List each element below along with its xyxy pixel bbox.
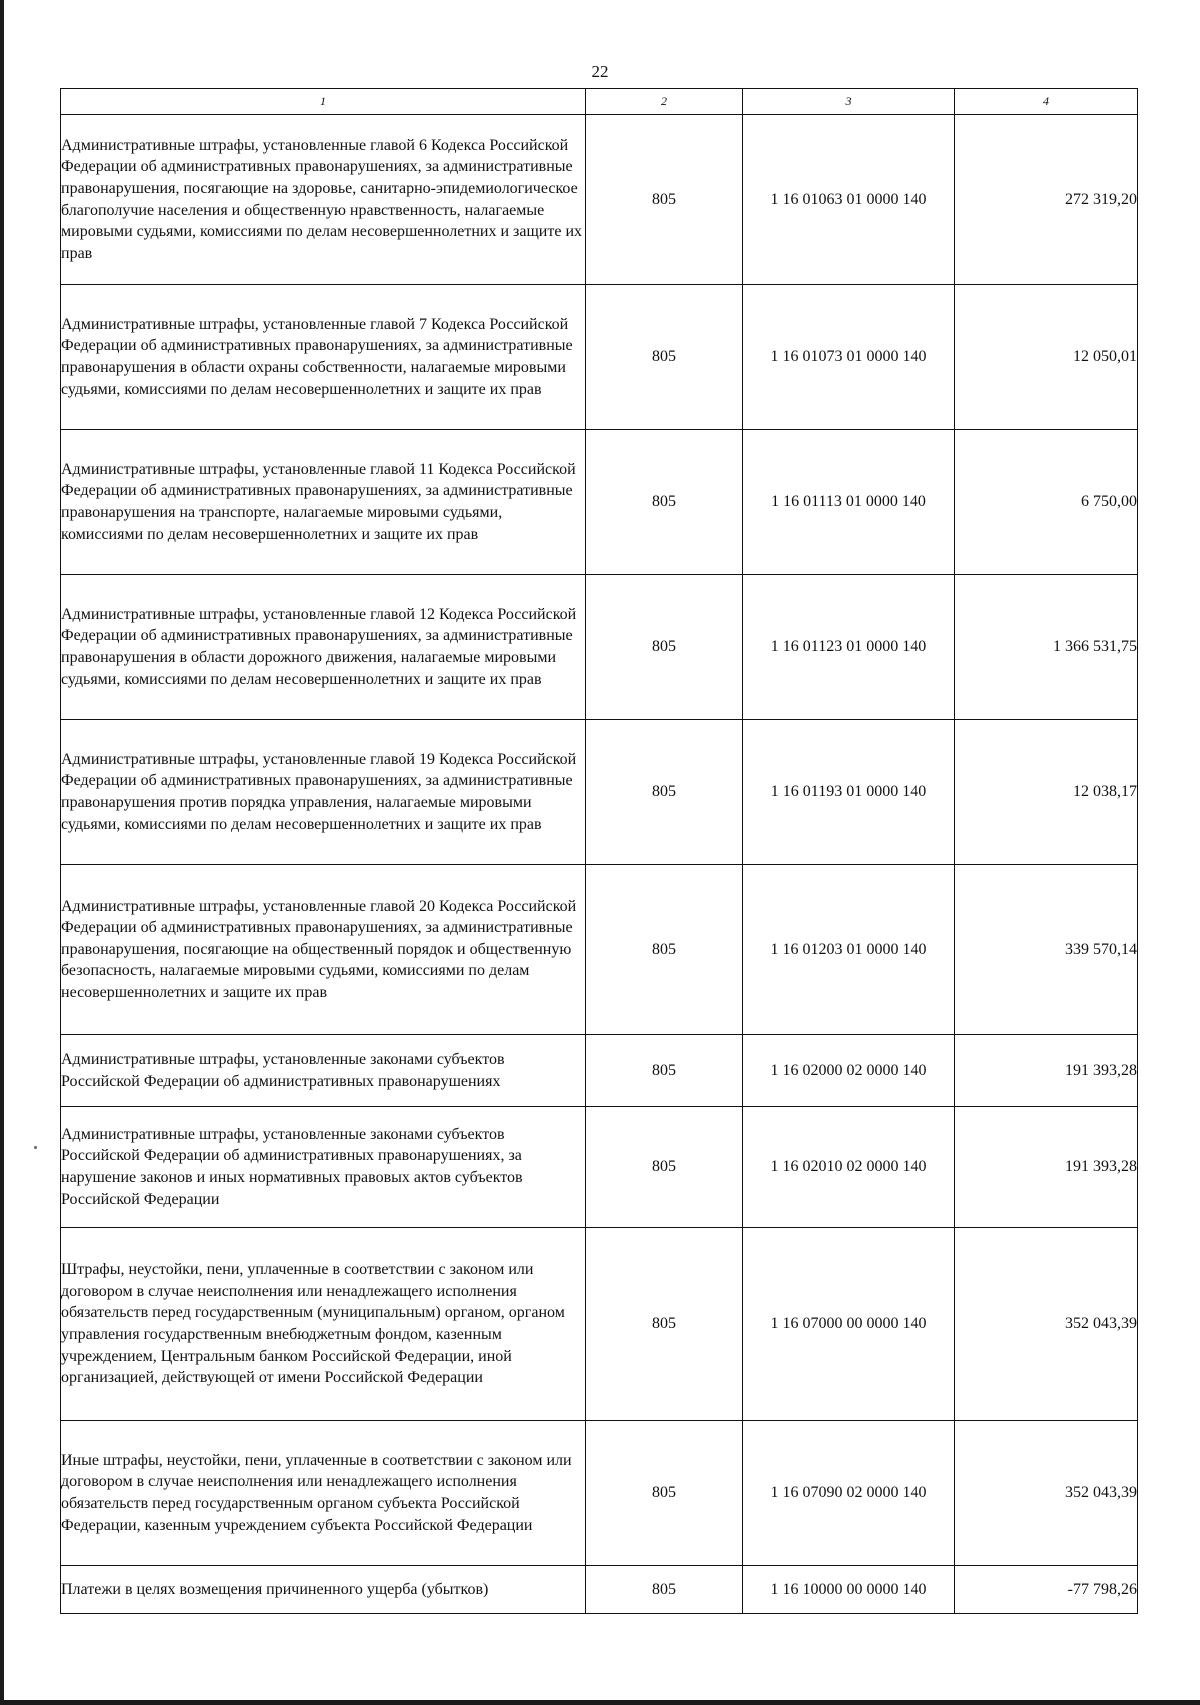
row-amount: 191 393,28: [955, 1107, 1138, 1228]
row-admin-code: 805: [586, 1566, 743, 1614]
table-row: [61, 430, 1138, 575]
row-amount: 272 319,20: [955, 115, 1138, 285]
row-amount: 12 050,01: [955, 285, 1138, 430]
row-budget-code: 1 16 01203 01 0000 140: [743, 865, 955, 1035]
row-budget-code: 1 16 01073 01 0000 140: [743, 285, 955, 430]
row-budget-code: 1 16 01193 01 0000 140: [743, 720, 955, 865]
row-description: Административные штрафы, установленные законами субъектов Российской Федерации об административных правонарушениях, за нарушение законов и иных нормативных правовых актов субъектов Российской Федерации: [61, 1107, 586, 1228]
row-description: Административные штрафы, установленные главой 12 Кодекса Российской Федерации об административных правонарушениях, за административные правонарушения в области дорожного движения, налагаемые мировыми судьями, комиссиями по делам несовершеннолетних и защите их прав: [61, 575, 586, 720]
row-description: Административные штрафы, установленные главой 11 Кодекса Российской Федерации об административных правонарушениях, за административные правонарушения на транспорте, налагаемые мировыми судьями, комиссиями по делам несовершеннолетних и защите их прав: [61, 430, 586, 575]
row-description: Иные штрафы, неустойки, пени, уплаченные в соответствии с законом или договором в случае неисполнения или ненадлежащего исполнения обязательств перед государственным органом субъекта Российской Федерации, казенным учреждением субъекта Российской Федерации: [61, 1421, 586, 1566]
row-amount: 191 393,28: [955, 1035, 1138, 1107]
table-row: [61, 1228, 1138, 1421]
table-row: [61, 115, 1138, 285]
table-row: [61, 1107, 1138, 1228]
column-header-2: 2: [586, 89, 743, 115]
row-budget-code: 1 16 02010 02 0000 140: [743, 1107, 955, 1228]
table-row: [61, 720, 1138, 865]
row-description: Административные штрафы, установленные главой 7 Кодекса Российской Федерации об административных правонарушениях, за административные правонарушения в области охраны собственности, налагаемые мировыми судьями, комиссиями по делам несовершеннолетних и защите их прав: [61, 285, 586, 430]
page-number: 22: [591, 62, 609, 81]
row-admin-code: 805: [586, 720, 743, 865]
row-admin-code: 805: [586, 1228, 743, 1421]
row-description: Административные штрафы, установленные главой 20 Кодекса Российской Федерации об административных правонарушениях, за административные правонарушения, посягающие на общественный порядок и общественную безопасность, налагаемые мировыми судьями, комиссиями по делам несовершеннолетних и защите их прав: [61, 865, 586, 1035]
row-admin-code: 805: [586, 1035, 743, 1107]
row-budget-code: 1 16 07000 00 0000 140: [743, 1228, 955, 1421]
row-budget-code: 1 16 01063 01 0000 140: [743, 115, 955, 285]
row-amount: 6 750,00: [955, 430, 1138, 575]
row-description: Штрафы, неустойки, пени, уплаченные в соответствии с законом или договором в случае неисполнения или ненадлежащего исполнения обязательств перед государственным (муниципальным) органом, органом управления государственным внебюджетным фондом, казенным учреждением, Центральным банком Российской Федерации, иной организацией, действующей от имени Российской Федерации: [61, 1228, 586, 1421]
column-header-3: 3: [743, 89, 955, 115]
row-budget-code: 1 16 01113 01 0000 140: [743, 430, 955, 575]
table-row: [61, 285, 1138, 430]
table-row: [61, 1566, 1138, 1614]
row-description: Платежи в целях возмещения причиненного ущерба (убытков): [61, 1566, 586, 1614]
scan-border-bottom: [0, 1700, 1200, 1705]
row-description: Административные штрафы, установленные законами субъектов Российской Федерации об административных правонарушениях: [61, 1035, 586, 1107]
row-amount: 352 043,39: [955, 1421, 1138, 1566]
column-header-1: 1: [61, 89, 586, 115]
row-admin-code: 805: [586, 285, 743, 430]
row-amount: 339 570,14: [955, 865, 1138, 1035]
row-admin-code: 805: [586, 575, 743, 720]
row-admin-code: 805: [586, 430, 743, 575]
row-admin-code: 805: [586, 1107, 743, 1228]
table-header-row: [61, 89, 1138, 115]
row-budget-code: 1 16 01123 01 0000 140: [743, 575, 955, 720]
row-admin-code: 805: [586, 115, 743, 285]
row-amount: 1 366 531,75: [955, 575, 1138, 720]
table-row: [61, 575, 1138, 720]
row-description: Административные штрафы, установленные главой 6 Кодекса Российской Федерации об административных правонарушениях, за административные правонарушения, посягающие на здоровье, санитарно-эпидемиологическое благополучие населения и общественную нравственность, налагаемые мировыми судьями, комиссиями по делам несовершеннолетних и защите их прав: [61, 115, 586, 285]
revenue-table: [60, 88, 1138, 1614]
row-amount: -77 798,26: [955, 1566, 1138, 1614]
scan-border-left: [0, 0, 4, 1705]
row-admin-code: 805: [586, 1421, 743, 1566]
row-amount: 352 043,39: [955, 1228, 1138, 1421]
row-admin-code: 805: [586, 865, 743, 1035]
row-amount: 12 038,17: [955, 720, 1138, 865]
row-description: Административные штрафы, установленные главой 19 Кодекса Российской Федерации об административных правонарушениях, за административные правонарушения против порядка управления, налагаемые мировыми судьями, комиссиями по делам несовершеннолетних и защите их прав: [61, 720, 586, 865]
row-budget-code: 1 16 02000 02 0000 140: [743, 1035, 955, 1107]
table-row: [61, 1035, 1138, 1107]
row-budget-code: 1 16 10000 00 0000 140: [743, 1566, 955, 1614]
table-row: [61, 1421, 1138, 1566]
scan-speck: [34, 1146, 37, 1149]
column-header-4: 4: [955, 89, 1138, 115]
table-row: [61, 865, 1138, 1035]
row-budget-code: 1 16 07090 02 0000 140: [743, 1421, 955, 1566]
